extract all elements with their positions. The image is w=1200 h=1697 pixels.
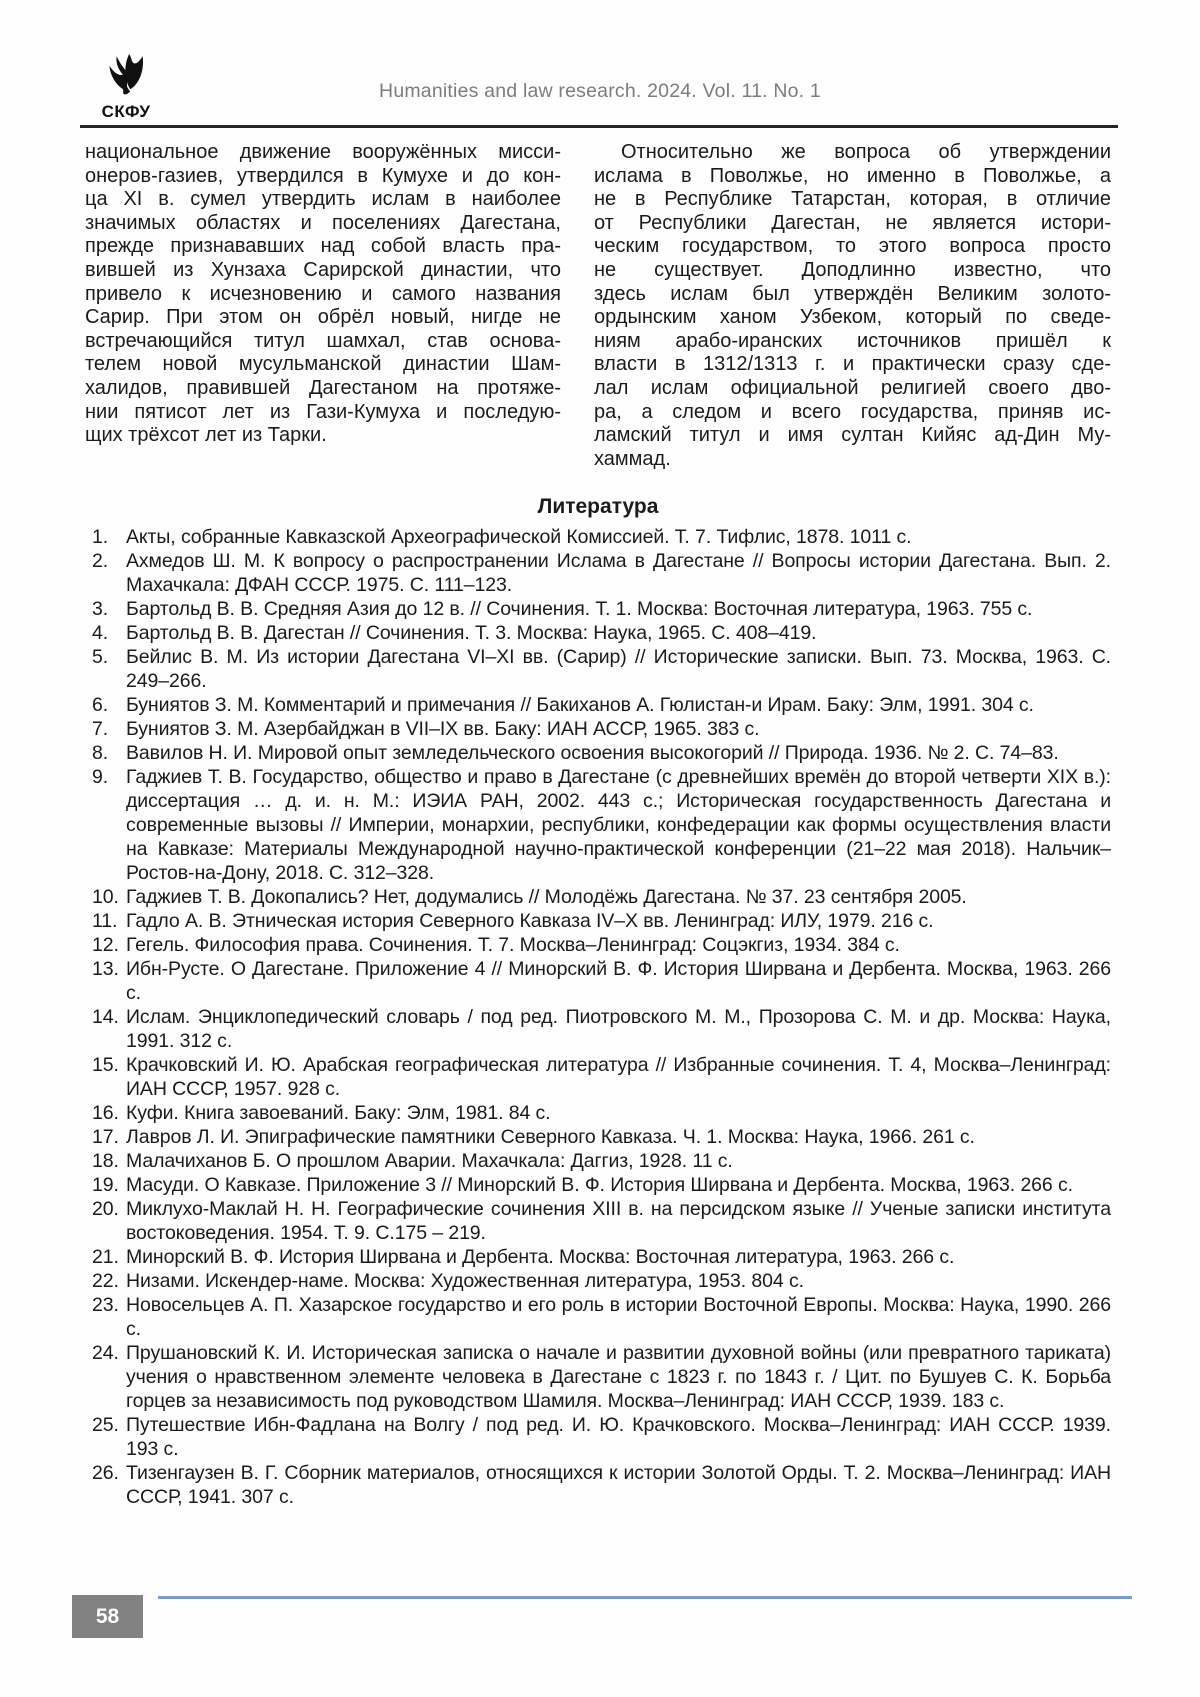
- reference-item: [85, 1245, 1111, 1269]
- reference-text: Прушановский К. И. Историческая записка о начале и развитии духовной войны (или превратного тариката) учения о нравственном элементе человека в Дагестане с 1823 г. по 1843 г. / Цит. по Бушуев С. К. Борьба горцев за независимость под руководством Шамиля. Москва–Ленинград: ИАН СССР, 1939. 183 с.: [126, 1342, 1111, 1413]
- reference-text: Буниятов З. М. Комментарий и примечания // Бакиханов А. Гюлистан-и Ирам. Баку: Элм, 1991. 304 с.: [126, 694, 1034, 717]
- text-line: здесь ислам был утверждён Великим золото-: [594, 282, 1111, 305]
- reference-number: 5.: [92, 646, 109, 669]
- reference-item: [85, 549, 1111, 597]
- text-line: онеров-газиев, утвердился в Кумухе и до кон-: [85, 164, 561, 187]
- reference-text: Буниятов З. М. Азербайджан в VII–IX вв. Баку: ИАН АССР, 1965. 383 с.: [126, 718, 760, 741]
- reference-text: Минорский В. Ф. История Ширвана и Дербента. Москва: Восточная литература, 1963. 266 с.: [126, 1246, 955, 1269]
- reference-number: 18.: [92, 1150, 119, 1173]
- reference-item: [85, 1269, 1111, 1293]
- footer-rule: [158, 1596, 1132, 1599]
- reference-text: Ибн-Русте. О Дагестане. Приложение 4 // Минорский В. Ф. История Ширвана и Дербента. Москва, 1963. 266 с.: [126, 958, 1111, 1005]
- references-list: [85, 525, 1111, 1509]
- reference-text: Вавилов Н. И. Мировой опыт земледельческого освоения высокогорий // Природа. 1936. № 2. С. 74–83.: [126, 742, 1059, 765]
- reference-text: Малачиханов Б. О прошлом Аварии. Махачкала: Даггиз, 1928. 11 с.: [126, 1150, 733, 1173]
- reference-number: 23.: [92, 1294, 119, 1317]
- reference-number: 22.: [92, 1270, 119, 1293]
- reference-text: Куфи. Книга завоеваний. Баку: Элм, 1981. 84 с.: [126, 1102, 551, 1125]
- reference-number: 13.: [92, 958, 119, 981]
- reference-item: [85, 597, 1111, 621]
- reference-number: 10.: [92, 886, 119, 909]
- reference-text: Ислам. Энциклопедический словарь / под ред. Пиотровского М. М., Прозорова С. М. и др. Москва: Наука, 1991. 312 с.: [126, 1006, 1111, 1053]
- reference-text: Низами. Искендер-наме. Москва: Художественная литература, 1953. 804 с.: [126, 1270, 804, 1293]
- reference-number: 12.: [92, 934, 119, 957]
- page-number-badge: 58: [72, 1595, 143, 1638]
- reference-item: [85, 693, 1111, 717]
- reference-number: 7.: [92, 718, 109, 741]
- reference-number: 8.: [92, 742, 109, 765]
- reference-text: Гегель. Философия права. Сочинения. Т. 7. Москва–Ленинград: Соцэкгиз, 1934. 384 с.: [126, 934, 900, 957]
- reference-item: [85, 909, 1111, 933]
- reference-item: [85, 1149, 1111, 1173]
- reference-item: [85, 765, 1111, 885]
- reference-text: Тизенгаузен В. Г. Сборник материалов, относящихся к истории Золотой Орды. Т. 2. Москва–Ленинград: ИАН СССР, 1941. 307 с.: [126, 1462, 1111, 1509]
- reference-item: [85, 525, 1111, 549]
- reference-number: 26.: [92, 1462, 119, 1485]
- reference-number: 11.: [92, 910, 118, 933]
- reference-number: 25.: [92, 1414, 119, 1437]
- text-line: Сарир. При этом он обрёл новый, нигде не: [85, 306, 561, 329]
- reference-item: [85, 645, 1111, 693]
- reference-text: Гаджиев Т. В. Докопались? Нет, додумались // Молодёжь Дагестана. № 37. 23 сентября 2005.: [126, 886, 967, 909]
- reference-item: [85, 1101, 1111, 1125]
- reference-item: [85, 1341, 1111, 1413]
- text-line: от Республики Дагестан, не является истори-: [594, 211, 1111, 234]
- reference-number: 2.: [92, 550, 109, 573]
- text-line: нии пятисот лет из Гази-Кумуха и последую-: [85, 400, 561, 423]
- reference-item: [85, 1413, 1111, 1461]
- logo-text: СКФУ: [101, 102, 151, 121]
- text-line: ордынским ханом Узбеком, который по сведе-: [594, 306, 1111, 329]
- reference-item: [85, 1173, 1111, 1197]
- reference-number: 9.: [92, 766, 109, 789]
- reference-item: [85, 1461, 1111, 1509]
- reference-item: [85, 741, 1111, 765]
- text-line: не в Республике Татарстан, которая, в отличие: [594, 188, 1111, 211]
- reference-text: Бартольд В. В. Средняя Азия до 12 в. // Сочинения. Т. 1. Москва: Восточная литература, 1963. 755 с.: [126, 598, 1033, 621]
- references-heading: Литература: [537, 495, 659, 519]
- text-line: ца XI в. сумел утвердить ислам в наиболее: [85, 188, 561, 211]
- text-line: Относительно же вопроса об утверждении: [621, 141, 1111, 163]
- text-line: ниям арабо-иранских источников пришёл к: [594, 329, 1111, 352]
- reference-number: 6.: [92, 694, 109, 717]
- reference-text: Лавров Л. И. Эпиграфические памятники Северного Кавказа. Ч. 1. Москва: Наука, 1966. 261 с.: [126, 1126, 975, 1149]
- reference-text: Миклухо-Маклай Н. Н. Географические сочинения XIII в. на персидском языке // Ученые записки института востоковедения. 1954. Т. 9. С.175 – 219.: [126, 1198, 1111, 1245]
- reference-number: 14.: [92, 1006, 119, 1029]
- reference-number: 20.: [92, 1198, 119, 1221]
- reference-number: 15.: [92, 1054, 119, 1077]
- reference-text: Бартольд В. В. Дагестан // Сочинения. Т. 3. Москва: Наука, 1965. С. 408–419.: [126, 622, 817, 645]
- text-line: ра, а следом и всего государства, приняв ис-: [594, 400, 1111, 423]
- reference-number: 17.: [92, 1126, 119, 1149]
- text-line: ламский титул и имя султан Кийяс ад-Дин Му-: [594, 424, 1111, 447]
- reference-text: Ахмедов Ш. М. К вопросу о распространении Ислама в Дагестане // Вопросы истории Дагестана. Вып. 2. Махачкала: ДФАН СССР. 1975. С. 111–123.: [126, 550, 1111, 597]
- text-line: привело к исчезновению и самого названия: [85, 282, 561, 305]
- reference-text: Акты, собранные Кавказской Археографической Комиссией. Т. 7. Тифлис, 1878. 1011 с.: [126, 526, 912, 549]
- reference-number: 19.: [92, 1174, 119, 1197]
- reference-number: 24.: [92, 1342, 119, 1365]
- text-line: ислама в Поволжье, но именно в Поволжье, а: [594, 164, 1111, 187]
- reference-item: [85, 717, 1111, 741]
- reference-item: [85, 621, 1111, 645]
- reference-item: [85, 957, 1111, 1005]
- text-line: вившей из Хунзаха Сарирской династии, что: [85, 258, 561, 281]
- reference-item: [85, 1005, 1111, 1053]
- reference-text: Гаджиев Т. В. Государство, общество и право в Дагестане (с древнейших времён до второй четверти XIX в.): диссертация … д. и. н. М.: ИЭИА РАН, 2002. 443 с.; Историческая государственность Дагестана и современные вызовы // Империи, монархии, республики, конфедерации как формы осуществления власти на Кавказе: Материалы Международной научно-практической конференции (21–22 мая 2018). Нальчик–Ростов-на-Дону, 2018. С. 312–328.: [126, 766, 1111, 885]
- text-line: встречающийся титул шамхал, став основа-: [85, 329, 561, 352]
- text-line: власти в 1312/1313 г. и практически сразу сде-: [594, 353, 1111, 376]
- header-rule: [80, 125, 1118, 128]
- article-content: [85, 141, 1111, 1509]
- reference-text: Бейлис В. М. Из истории Дагестана VI–XI вв. (Сарир) // Исторические записки. Вып. 73. Москва, 1963. С. 249–266.: [126, 646, 1111, 693]
- journal-title: Humanities and law research. 2024. Vol. 11. No. 1: [379, 80, 821, 102]
- reference-text: Гадло А. В. Этническая история Северного Кавказа IV–X вв. Ленинград: ИЛУ, 1979. 216 с.: [126, 910, 934, 933]
- text-line: халидов, правившей Дагестаном на протяже-: [85, 376, 561, 399]
- reference-number: 16.: [92, 1102, 119, 1125]
- reference-text: Крачковский И. Ю. Арабская географическая литература // Избранные сочинения. Т. 4, Москва–Ленинград: ИАН СССР, 1957. 928 с.: [126, 1054, 1111, 1101]
- text-line: значимых областях и поселениях Дагестана,: [85, 211, 561, 234]
- text-line: ческим государством, то этого вопроса просто: [594, 235, 1111, 258]
- article-body: [85, 141, 1111, 471]
- text-line: национальное движение вооружённых мисси-: [85, 141, 561, 163]
- reference-item: [85, 1053, 1111, 1101]
- right-column: [594, 141, 1111, 471]
- text-line: лал ислам официальной религией своего дво-: [594, 376, 1111, 399]
- text-line: не существует. Доподлинно известно, что: [594, 258, 1111, 281]
- reference-number: 21.: [92, 1246, 119, 1269]
- text-line: хаммад.: [594, 447, 671, 470]
- reference-item: [85, 885, 1111, 909]
- reference-item: [85, 1125, 1111, 1149]
- reference-item: [85, 1293, 1111, 1341]
- reference-text: Масуди. О Кавказе. Приложение 3 // Минорский В. Ф. История Ширвана и Дербента. Москва, 1963. 266 с.: [126, 1174, 1073, 1197]
- text-line: прежде признававших над собой власть пра-: [85, 235, 561, 258]
- reference-item: [85, 1197, 1111, 1245]
- reference-text: Новосельцев А. П. Хазарское государство и его роль в истории Восточной Европы. Москва: Наука, 1990. 266 с.: [126, 1294, 1111, 1341]
- text-line: телем новой мусульманской династии Шам-: [85, 353, 561, 376]
- reference-number: 4.: [92, 622, 109, 645]
- reference-number: 1.: [92, 526, 109, 549]
- reference-number: 3.: [92, 598, 109, 621]
- reference-item: [85, 933, 1111, 957]
- reference-text: Путешествие Ибн-Фадлана на Волгу / под ред. И. Ю. Крачковского. Москва–Ленинград: ИАН СССР. 1939. 193 с.: [126, 1414, 1111, 1461]
- left-column: [85, 141, 561, 471]
- text-line: щих трёхсот лет из Тарки.: [85, 424, 327, 447]
